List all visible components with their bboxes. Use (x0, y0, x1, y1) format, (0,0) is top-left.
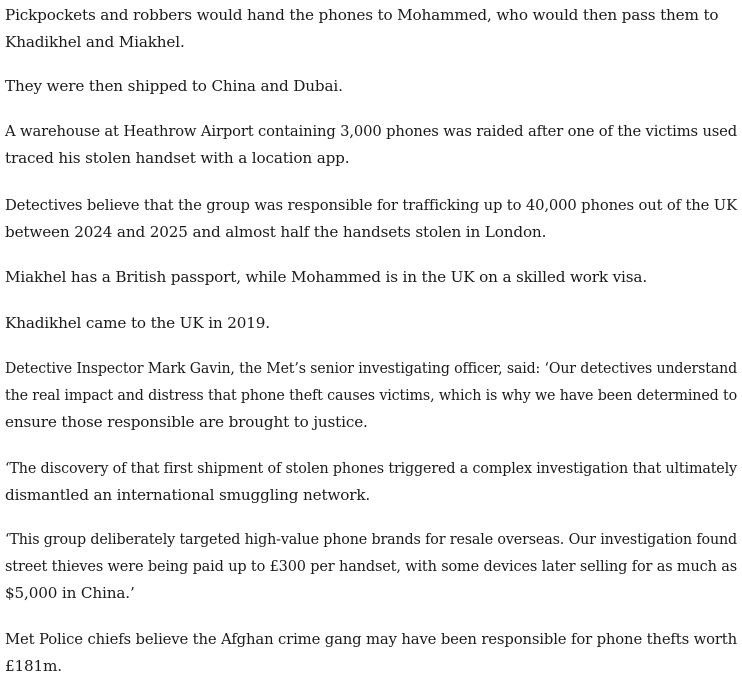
paragraph-line: ensure those responsible are brought to justice. (5, 413, 368, 431)
paragraph (5, 73, 343, 100)
paragraph-line: traced his stolen handset with a location app. (5, 149, 350, 167)
paragraph (5, 626, 742, 680)
paragraph (5, 310, 270, 337)
paragraph (5, 455, 742, 509)
paragraph (5, 192, 742, 246)
paragraph (5, 264, 647, 291)
paragraph (5, 2, 718, 56)
paragraph-line: £181m. (5, 657, 62, 675)
paragraph-line: Pickpockets and robbers would hand the phones to Mohammed, who would then pass them to (5, 6, 719, 24)
paragraph-line: ‘The discovery of that first shipment of stolen phones triggered a complex investigation that ultimately (5, 459, 737, 477)
paragraph (5, 526, 742, 607)
paragraph-line: Detectives believe that the group was responsible for trafficking up to 40,000 phones out of the UK (5, 196, 737, 214)
paragraph-line: street thieves were being paid up to £300 per handset, with some devices later selling for as much as (5, 557, 737, 575)
paragraph (5, 118, 742, 172)
paragraph-line: They were then shipped to China and Dubai. (5, 77, 343, 95)
paragraph-line: Khadikhel came to the UK in 2019. (5, 314, 270, 332)
paragraph-line: dismantled an international smuggling network. (5, 486, 371, 504)
paragraph-line: Khadikhel and Miakhel. (5, 33, 185, 51)
paragraph-line: Detective Inspector Mark Gavin, the Met’s senior investigating officer, said: ‘Our detectives understand (5, 359, 738, 377)
paragraph-line: Met Police chiefs believe the Afghan crime gang may have been responsible for phone thefts worth (5, 630, 737, 648)
paragraph-line: A warehouse at Heathrow Airport containing 3,000 phones was raided after one of the victims used (5, 122, 738, 140)
paragraph-line: $5,000 in China.’ (5, 584, 135, 602)
paragraph (5, 355, 742, 436)
paragraph-line: Miakhel has a British passport, while Mohammed is in the UK on a skilled work visa. (5, 268, 647, 286)
paragraph-line: between 2024 and 2025 and almost half the handsets stolen in London. (5, 223, 547, 241)
paragraph-line: ‘This group deliberately targeted high-value phone brands for resale overseas. Our investigation found (5, 530, 738, 548)
paragraph-line: the real impact and distress that phone theft causes victims, which is why we have been determined to (5, 386, 738, 404)
